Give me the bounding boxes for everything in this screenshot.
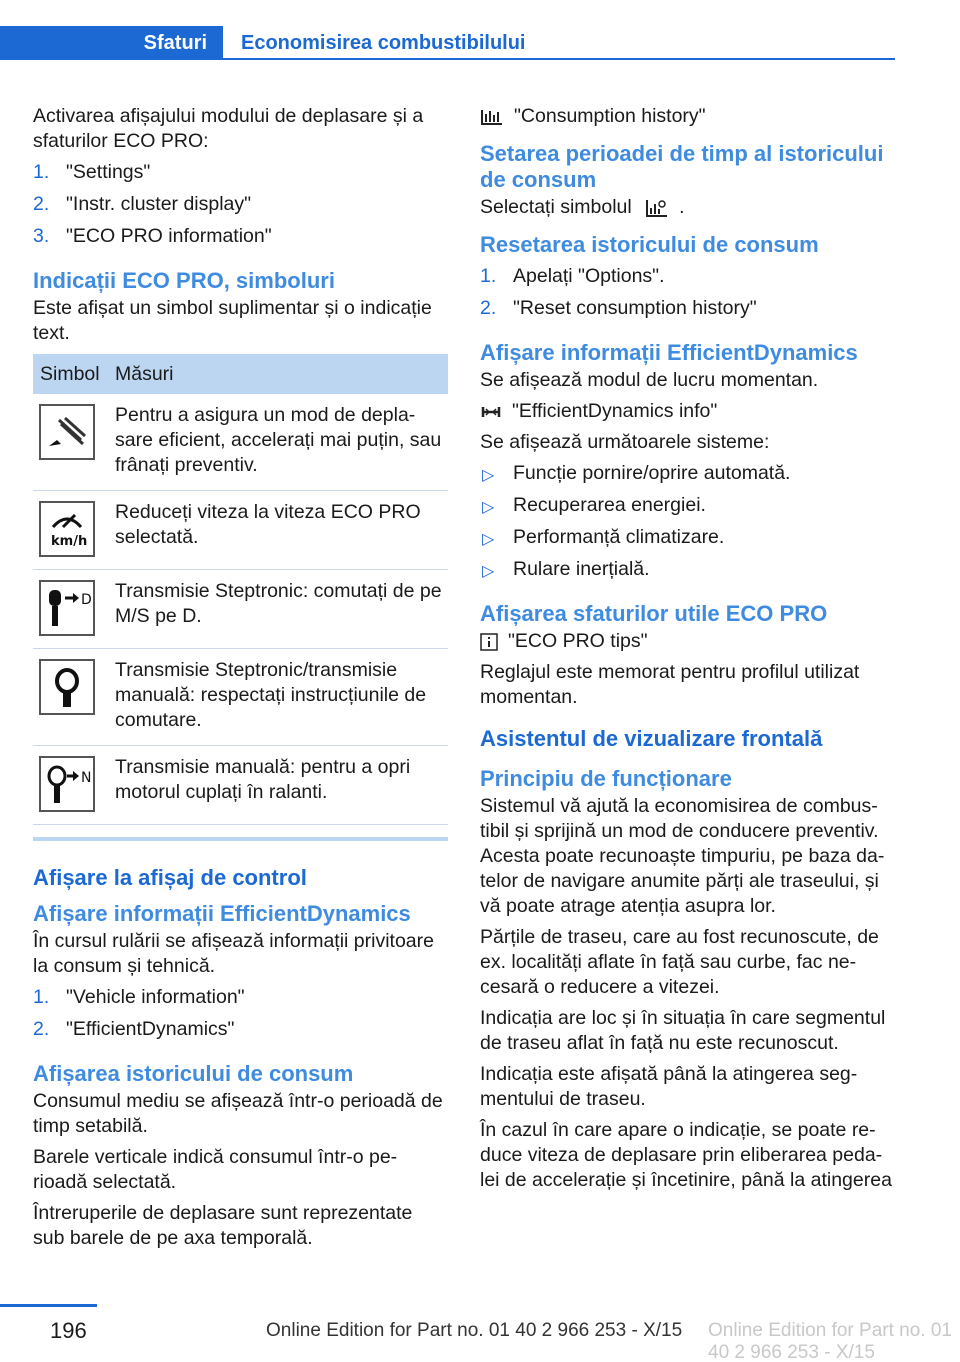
efficient-dynamics-icon	[480, 403, 502, 421]
triangle-bullet-icon: ▷	[482, 563, 495, 580]
watermark: Online Edition for Part no. 01 40 2 966 253 - X/15	[704, 1320, 960, 1362]
efficient-text: În cursul rulării se afișează informații privitoare la consum și tehnică.	[33, 930, 434, 977]
history-text-2: Barele verticale indică consumul într-o pe-rioadă selectată.	[33, 1146, 398, 1193]
efficient-info-item: "EfficientDynamics info"	[480, 399, 895, 424]
info-text: Se afișează modul de lucru momentan.	[480, 369, 819, 391]
bar-chart-settings-icon[interactable]	[645, 198, 669, 218]
principle-text-1: Sistemul vă ajută la economisirea de combus-tibil și sprijină un mod de conducere preventiv. Acesta poate recunoaște timpuriu, pe baza da-telor de navigare anumite părți ale traseului, și vă poate atrage atenția asupra lor.	[480, 795, 885, 917]
principle-text-2: Părțile de traseu, care au fost recunoscute, de ex. localități aflate în față sau curbe, fac ne-cesară o reducere a vitezei.	[480, 926, 879, 998]
steps-list-efficient	[33, 985, 448, 1049]
svg-text:N: N	[81, 770, 92, 786]
list-item: ▷ Funcție pornire/oprire automată.	[480, 461, 895, 493]
intro-text: Activarea afișajului modului de deplasare și a sfaturilor ECO PRO:	[33, 105, 424, 152]
page-number: 196	[50, 1318, 87, 1343]
heading-efficient-info: Afișare informații EfficientDynamics	[33, 901, 411, 926]
list-item: 1. "Settings"	[33, 161, 151, 183]
table-header-measures: Măsuri	[115, 362, 174, 385]
heading-control-display: Afișare la afișaj de control	[33, 865, 307, 890]
list-item: 3. "ECO PRO information"	[33, 225, 272, 247]
list-item: ▷ Recuperarea energiei.	[480, 493, 895, 525]
heading-hud-assistant: Asistentul de vizualizare frontală	[480, 726, 823, 751]
section-tab[interactable]	[0, 26, 223, 60]
table-header	[33, 354, 448, 394]
gear-lever-icon	[39, 659, 95, 715]
list-item: 1. Apelați "Options".	[480, 265, 665, 287]
principle-text-4: Indicația este afișată până la atingerea seg-mentului de traseu.	[480, 1063, 858, 1110]
section-title: Sfaturi	[143, 32, 207, 54]
table-row: D Transmisie Steptronic: comutați de pe M/S pe D.	[33, 570, 448, 649]
steps-list-reset	[480, 264, 895, 328]
list-item: 2. "Reset consumption history"	[480, 297, 757, 319]
footer-edition: Online Edition for Part no. 01 40 2 966 253 - X/15	[266, 1320, 683, 1341]
eco-tips-item: "ECO PRO tips"	[480, 629, 895, 654]
gear-lever-n-icon	[39, 756, 95, 812]
symbols-text: Este afișat un simbol suplimentar și o indicație text.	[33, 297, 432, 344]
list-item: ▷ Rulare inerțială.	[480, 557, 895, 589]
period-text: Selectați simbolul .	[480, 196, 685, 218]
chapter-title[interactable]: Economisirea combustibilului	[241, 32, 526, 54]
bar-chart-icon	[480, 108, 504, 126]
gear-lever-d-icon	[39, 580, 95, 636]
heading-principle: Principiu de funcționare	[480, 766, 732, 791]
heading-eco-symbols: Indicații ECO PRO, simboluri	[33, 268, 335, 293]
principle-text-5: În cazul în care apare o indicație, se poate re-duce viteza de deplasare prin eliberarea peda-lei de accelerație și încetinire, până la atingerea	[480, 1119, 892, 1191]
heading-eco-tips: Afișarea sfaturilor utile ECO PRO	[480, 601, 828, 626]
list-item: 1. "Vehicle information"	[33, 986, 245, 1008]
table-header-symbol: Simbol	[40, 362, 100, 385]
list-item: 2. "EfficientDynamics"	[33, 1018, 235, 1040]
heading-period: Setarea perioadei de timp al istoricului de consum	[480, 141, 884, 192]
steps-list-activation	[33, 160, 448, 256]
symbols-table	[33, 354, 448, 841]
footer-rule	[0, 1304, 97, 1307]
triangle-bullet-icon: ▷	[482, 467, 495, 484]
list-item: ▷ Performanță climatizare.	[480, 525, 895, 557]
table-row: km/h Reduceți viteza la viteza ECO PRO selectată.	[33, 491, 448, 570]
systems-text: Se afișează următoarele sisteme:	[480, 431, 770, 453]
heading-efficient-dynamics: Afișare informații EfficientDynamics	[480, 340, 858, 365]
right-column	[480, 104, 895, 1199]
table-end-rule	[33, 837, 448, 841]
svg-text:km/h: km/h	[51, 534, 88, 549]
heading-reset: Resetarea istoricului de consum	[480, 232, 819, 257]
principle-text-3: Indicația are loc și în situația în care segmentul de traseu aflat în față nu este recunoscut.	[480, 1007, 886, 1054]
left-column	[33, 104, 448, 1257]
header-rule	[223, 58, 895, 60]
history-text-3: Întreruperile de deplasare sunt reprezentate sub barele de pe axa temporală.	[33, 1202, 413, 1249]
pedal-icon	[39, 404, 95, 460]
info-icon	[480, 633, 498, 651]
consumption-history-item: "Consumption history"	[480, 104, 895, 129]
tips-text: Reglajul este memorat pentru profilul utilizat momentan.	[480, 661, 860, 708]
triangle-bullet-icon: ▷	[482, 499, 495, 516]
svg-text:D: D	[81, 592, 92, 608]
heading-consumption-history: Afișarea istoricului de consum	[33, 1061, 354, 1086]
table-row: Transmisie Steptronic/transmisie manuală: respectați instrucțiunile de comutare.	[33, 649, 448, 746]
table-row: N Transmisie manuală: pentru a opri motorul cuplați în ralanti.	[33, 746, 448, 825]
speedometer-kmh-icon	[39, 501, 95, 557]
list-item: 2. "Instr. cluster display"	[33, 193, 252, 215]
triangle-bullet-icon: ▷	[482, 531, 495, 548]
history-text-1: Consumul mediu se afișează într-o perioadă de timp setabilă.	[33, 1090, 443, 1137]
table-row: Pentru a asigura un mod de depla-sare eficient, accelerați mai puțin, sau frânați preventiv.	[33, 394, 448, 491]
systems-list	[480, 461, 895, 589]
page-header	[0, 26, 895, 62]
